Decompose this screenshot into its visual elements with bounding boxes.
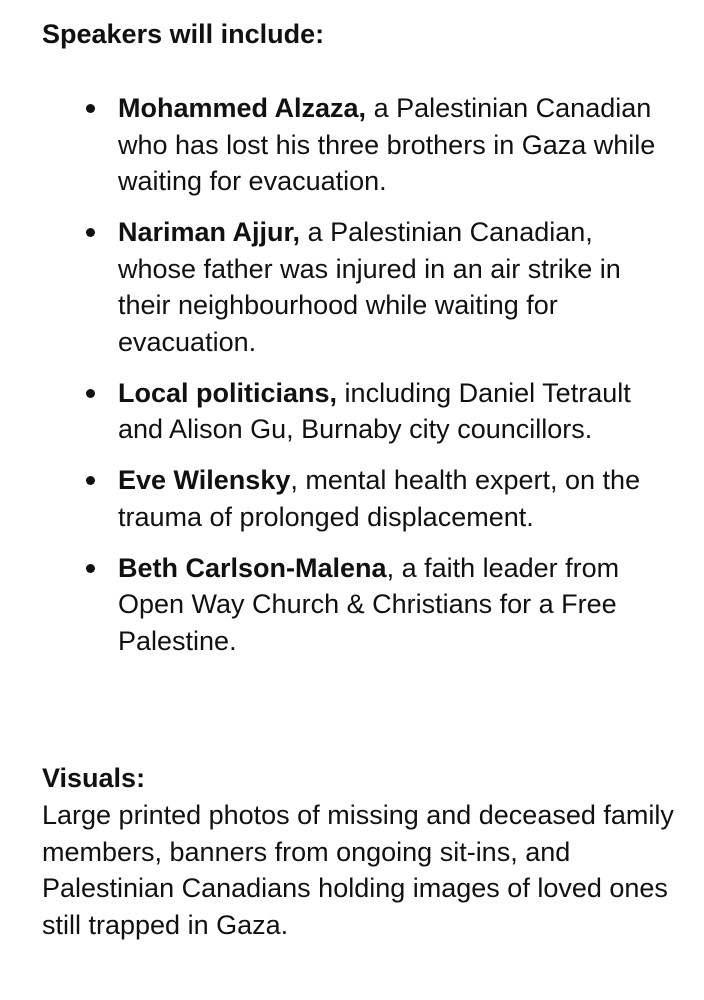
speaker-name: Eve Wilensky (118, 465, 291, 495)
visuals-description: Large printed photos of missing and deceased family members, banners from ongoing sit-ins, and Palestinian Canadians holding images of loved ones still trapped in Gaza. (42, 800, 674, 940)
speaker-item (118, 462, 678, 535)
speaker-description: , mental health expert, on the trauma of prolonged displacement. (118, 465, 641, 532)
speaker-item (118, 375, 678, 448)
speaker-list (118, 90, 678, 674)
speaker-name: Nariman Ajjur, (118, 217, 301, 247)
speaker-description: including Daniel Tetrault and Alison Gu, Burnaby city councillors. (118, 377, 631, 444)
speaker-description: a Palestinian Canadian who has lost his three brothers in Gaza while waiting for evacuation. (118, 93, 656, 196)
speaker-item (118, 550, 678, 660)
speaker-item (118, 90, 678, 200)
speakers-heading: Speakers will include: (42, 19, 325, 49)
speaker-name: Beth Carlson-Malena (118, 552, 387, 583)
speaker-description: , a faith leader from Open Way Church & Christians for a Free Palestine. (118, 552, 620, 656)
speaker-item (118, 214, 678, 360)
visuals-heading: Visuals: (42, 763, 146, 793)
speaker-name: Local politicians, (118, 377, 338, 408)
speaker-name: Mohammed Alzaza, (118, 93, 367, 123)
speaker-description: a Palestinian Canadian, whose father was injured in an air strike in their neighbourhood while waiting for evacuation. (118, 217, 621, 357)
